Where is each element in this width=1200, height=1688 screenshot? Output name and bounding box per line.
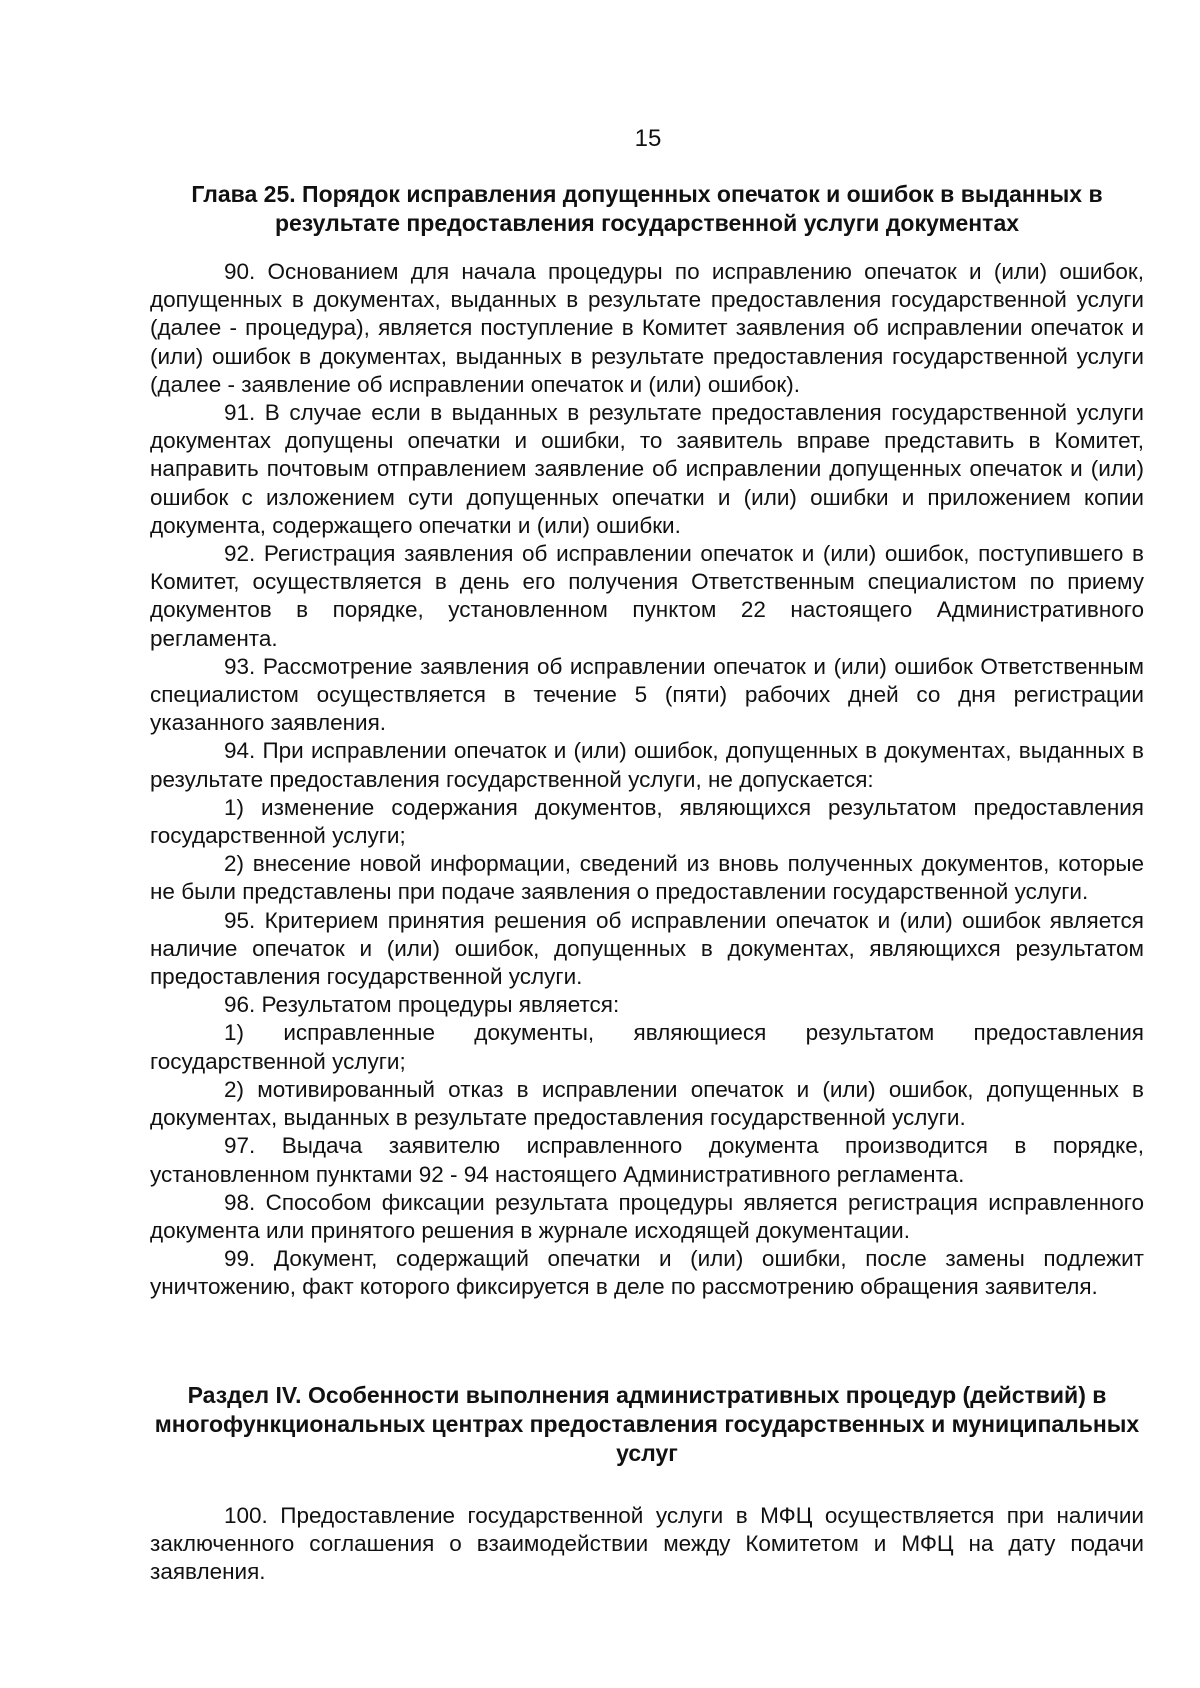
- chapter-heading: Глава 25. Порядок исправления допущенных опечаток и ошибок в выданных в результате предоставления государственной услуги документах: [191, 181, 1103, 236]
- paragraph-90: 90. Основанием для начала процедуры по исправлению опечаток и (или) ошибок, допущенных в документах, выданных в результате предоставления государственной услуги (далее - процедура), является поступление в Комитет заявления об исправлении опечаток и (или) ошибок в документах, выданных в результате предоставления государственной услуги (далее - заявление об исправлении опечаток и (или) ошибок).: [150, 259, 1144, 397]
- paragraph-92: 92. Регистрация заявления об исправлении опечаток и (или) ошибок, поступившего в Комитет, осуществляется в день его получения Ответственным специалистом по приему документов в порядке, установленном пунктом 22 настоящего Административного регламента.: [150, 541, 1144, 651]
- paragraph-94-item-2: 2) внесение новой информации, сведений из вновь полученных документов, которые не были представлены при подаче заявления о предоставлении государственной услуги.: [150, 851, 1144, 905]
- paragraph-99: 99. Документ, содержащий опечатки и (или) ошибки, после замены подлежит уничтожению, факт которого фиксируется в деле по рассмотрению обращения заявителя.: [150, 1246, 1144, 1300]
- section-heading: Раздел IV. Особенности выполнения административных процедур (действий) в многофункциональных центрах предоставления государственных и муниципальных услуг: [154, 1382, 1140, 1466]
- paragraph-96-item-2: 2) мотивированный отказ в исправлении опечаток и (или) ошибок, допущенных в документах, выданных в результате предоставления государственной услуги.: [150, 1076, 1144, 1131]
- section-body: [150, 1502, 1144, 1587]
- page-number: 15: [634, 125, 662, 152]
- chapter-body: [150, 258, 1144, 1302]
- paragraph-91: 91. В случае если в выданных в результате предоставления государственной услуги документах допущены опечатки и ошибки, то заявитель вправе представить в Комитет, направить почтовым отправлением заявление об исправлении допущенных опечаток и (или) ошибок с изложением сути допущенных опечатки и (или) ошибки и приложением копии документа, содержащего опечатки и (или) ошибки.: [150, 400, 1144, 538]
- paragraph-95: 95. Критерием принятия решения об исправлении опечаток и (или) ошибок является наличие опечаток и (или) ошибок, допущенных в документах, являющихся результатом предоставления государственной услуги.: [150, 907, 1144, 990]
- paragraph-96: 96. Результатом процедуры является:: [224, 992, 620, 1018]
- paragraph-100: 100. Предоставление государственной услуги в МФЦ осуществляется при наличии заключенного соглашения о взаимодействии между Комитетом и МФЦ на дату подачи заявления.: [150, 1503, 1144, 1585]
- paragraph-94-item-1: 1) изменение содержания документов, являющихся результатом предоставления государственной услуги;: [150, 794, 1144, 849]
- paragraph-96-item-1: 1) исправленные документы, являющиеся результатом предоставления государственной услуги;: [150, 1020, 1144, 1074]
- paragraph-93: 93. Рассмотрение заявления об исправлении опечаток и (или) ошибок Ответственным специалистом осуществляется в течение 5 (пяти) рабочих дней со дня регистрации указанного заявления.: [150, 653, 1144, 736]
- paragraph-97: 97. Выдача заявителю исправленного документа производится в порядке, установленном пунктами 92 - 94 настоящего Административного регламента.: [150, 1133, 1144, 1187]
- paragraph-98: 98. Способом фиксации результата процедуры является регистрация исправленного документа или принятого решения в журнале исходящей документации.: [150, 1189, 1144, 1243]
- paragraph-94: 94. При исправлении опечаток и (или) ошибок, допущенных в документах, выданных в результате предоставления государственной услуги, не допускается:: [150, 738, 1144, 792]
